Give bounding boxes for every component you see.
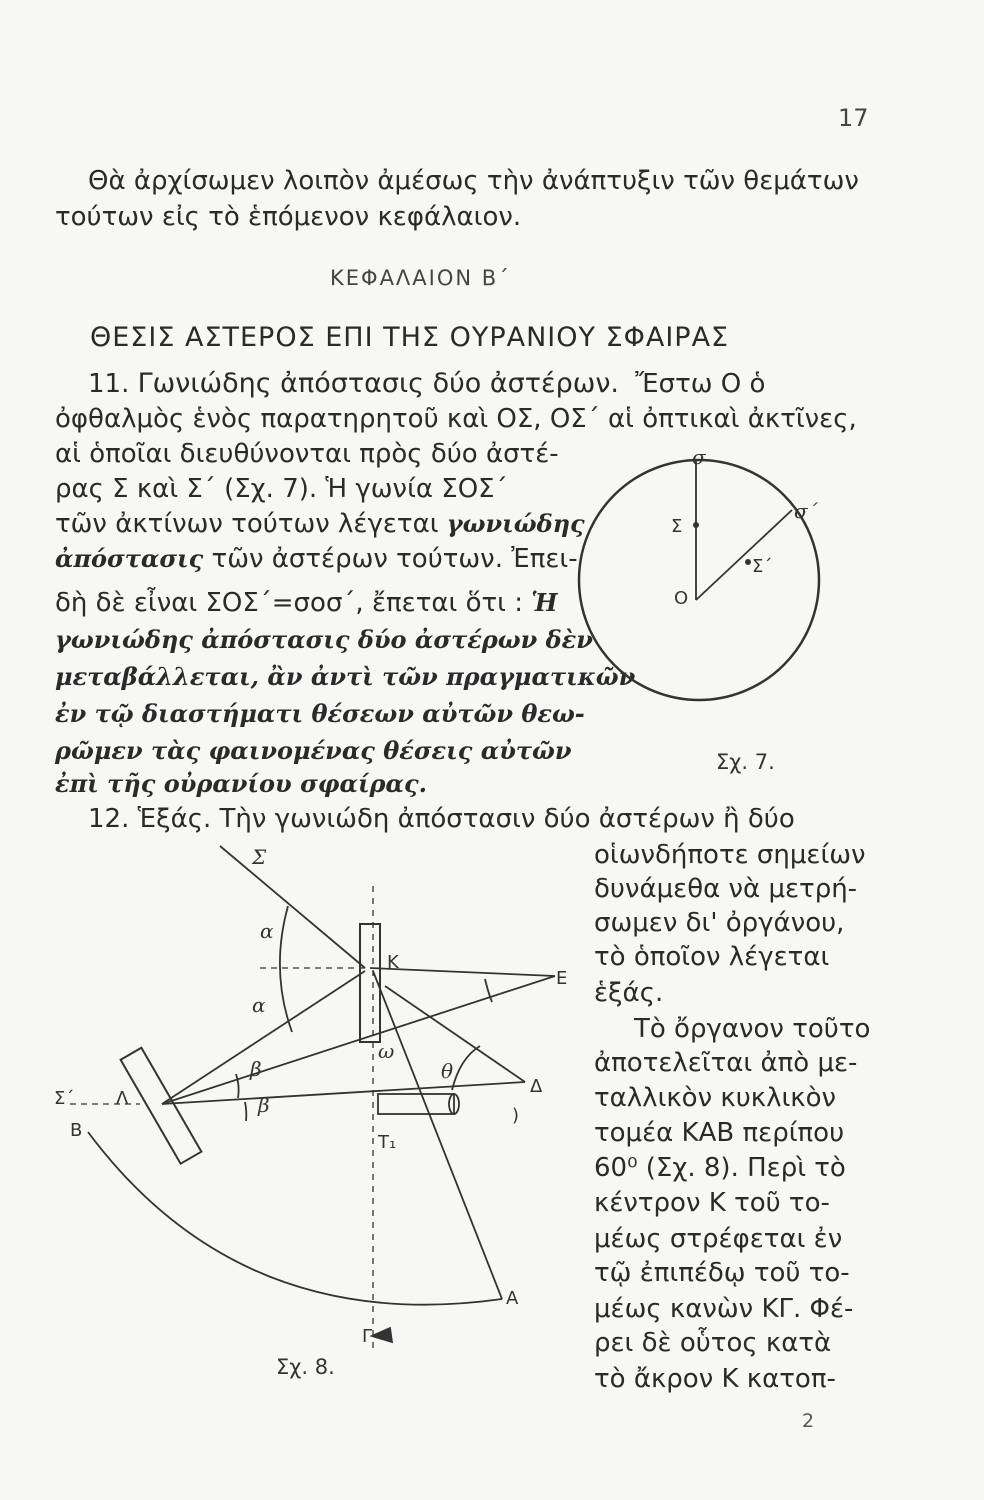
fig8-label-beta-1: β bbox=[250, 1057, 262, 1081]
para12-line-10: κέντρον Κ τοῦ το- bbox=[594, 1188, 830, 1218]
para12-line-3: τὸ ὁποῖον λέγεται bbox=[594, 942, 830, 972]
fig8-ray-K-to-Lambda bbox=[162, 971, 365, 1104]
fig8-ray-E-to-Lambda bbox=[162, 976, 555, 1104]
para12-line-6: ἀποτελεῖται ἀπὸ με- bbox=[594, 1048, 858, 1078]
para12-line-9: 60⁰ (Σχ. 8). Περὶ τὸ bbox=[594, 1153, 846, 1183]
fig8-label-B: Β bbox=[70, 1120, 83, 1141]
fig8-label-Delta: Δ bbox=[530, 1076, 543, 1097]
intro-line-2: τούτων εἰς τὸ ἑπόμενον κεφάλαιον. bbox=[55, 202, 522, 232]
figure8-caption: Σχ. 8. bbox=[276, 1355, 335, 1379]
para11-line-4-wrap bbox=[55, 511, 585, 537]
fig8-label-E: Ε bbox=[556, 968, 568, 989]
fig7-label-Sigma: Σ bbox=[671, 516, 683, 537]
para11-first-line bbox=[88, 370, 765, 397]
page-number: 17 bbox=[838, 104, 869, 132]
para11-heading: Γωνιώδης ἀπόστασις δύο ἀστέρων. bbox=[137, 368, 619, 399]
para11-line-14: ἐπὶ τῆς οὐρανίου σφαίρας. bbox=[55, 769, 427, 798]
fig7-label-O: Ο bbox=[674, 588, 689, 609]
fig8-beta-arc-1 bbox=[236, 1074, 239, 1098]
fig8-beta-arc-2 bbox=[245, 1102, 246, 1121]
para12-line-14: ρει δὲ οὗτος κατὰ bbox=[594, 1328, 832, 1358]
chapter-label: ΚΕΦΑΛΑΙΟΝ Β΄ bbox=[330, 266, 511, 290]
fig8-label-omega: ω bbox=[378, 1039, 395, 1063]
fig8-label-theta: θ bbox=[441, 1059, 454, 1083]
para11-line-1: ὀφθαλμὸς ἑνὸς παρατηρητοῦ καὶ ΟΣ, ΟΣ΄ αἱ ὀπτικαὶ ἀκτῖνες, bbox=[55, 404, 857, 434]
fig8-label-paren: ) bbox=[512, 1105, 520, 1126]
para11-term-2: ἀπόστασις bbox=[55, 544, 204, 573]
para12-line-5: Τὸ ὄργανον τοῦτο bbox=[634, 1014, 871, 1044]
para11-line-3: ρας Σ καὶ Σ΄ (Σχ. 7). Ἡ γωνία ΣΟΣ΄ bbox=[55, 474, 508, 504]
para11-italic-start: Ἡ bbox=[531, 588, 558, 617]
fig8-ray-sigma bbox=[220, 846, 365, 968]
footer-signature-number: 2 bbox=[802, 1410, 815, 1432]
para12-line-11: μέως στρέφεται ἐν bbox=[594, 1224, 843, 1254]
para12-heading: Ἑξάς. bbox=[137, 804, 212, 834]
fig8-ray-Lambda-to-Delta bbox=[162, 1082, 525, 1104]
fig8-label-K: Κ bbox=[387, 952, 399, 973]
para12-first-text: Τὴν γωνιώδη ἀπόστασιν δύο ἀστέρων ἢ δύο bbox=[219, 804, 795, 834]
fig8-label-Sigma-prime: Σ΄ bbox=[54, 1088, 75, 1109]
fig8-label-T1: Τ₁ bbox=[378, 1132, 397, 1153]
fig8-label-beta-2: β bbox=[258, 1093, 270, 1117]
para11-line-8: δὴ δὲ εἶναι ΣΟΣ΄=σοσ΄, ἔπεται ὅτι : bbox=[55, 588, 523, 618]
fig8-mirror-Lambda bbox=[121, 1048, 202, 1164]
fig8-alpha-arc bbox=[280, 906, 292, 1032]
para12-line-7: ταλλικὸν κυκλικὸν bbox=[594, 1083, 837, 1113]
para12-line-8: τομέα ΚΑΒ περίπου bbox=[594, 1118, 845, 1148]
para11-line-6-wrap bbox=[55, 546, 578, 572]
para11-line-0: Ἔστω Ο ὁ bbox=[635, 369, 766, 399]
para11-number: 11. bbox=[88, 369, 130, 399]
para11-line-2: αἱ ὁποῖαι διευθύνονται πρὸς δύο ἀστέ- bbox=[55, 439, 559, 469]
fig7-ray-sigma-prime bbox=[696, 510, 792, 600]
fig8-gamma-marker bbox=[372, 1328, 392, 1342]
para11-line-10: γωνιώδης ἀπόστασις δύο ἀστέρων δὲν bbox=[55, 625, 593, 654]
fig7-label-Sigma-prime: Σ΄ bbox=[752, 556, 773, 577]
para12-line-1: δυνάμεθα νὰ μετρή- bbox=[594, 874, 858, 904]
figure-8 bbox=[40, 836, 580, 1366]
fig8-label-Gamma: Γ bbox=[362, 1326, 373, 1347]
fig8-label-alpha-2: α bbox=[252, 993, 266, 1017]
para11-term-1: γωνιώδης bbox=[446, 509, 585, 538]
figure7-caption: Σχ. 7. bbox=[716, 750, 775, 774]
fig8-label-Lambda: Λ bbox=[116, 1088, 129, 1109]
para11-line-4: τῶν ἀκτίνων τούτων λέγεται bbox=[55, 509, 439, 539]
fig7-label-sigma-small: σ bbox=[692, 445, 706, 469]
para11-line-8-wrap bbox=[55, 590, 557, 616]
fig7-star-sigma bbox=[693, 522, 699, 528]
fig8-ray-K-to-Delta bbox=[385, 986, 525, 1082]
fig8-telescope bbox=[378, 1094, 454, 1114]
fig8-label-alpha-1: α bbox=[260, 919, 274, 943]
figure-7 bbox=[576, 440, 826, 730]
para11-line-13: ρῶμεν τὰς φαινομένας θέσεις αὐτῶν bbox=[55, 736, 572, 765]
fig7-circle bbox=[579, 460, 819, 700]
fig8-theta-arc bbox=[452, 1046, 480, 1090]
section-title: ΘΕΣΙΣ ΑΣΤΕΡΟΣ ΕΠΙ ΤΗΣ ΟΥΡΑΝΙΟΥ ΣΦΑΙΡΑΣ bbox=[90, 322, 730, 353]
para12-number: 12. bbox=[88, 804, 130, 834]
para11-line-12: ἐν τῷ διαστήματι θέσεων αὐτῶν θεω- bbox=[55, 699, 585, 728]
para12-line-2: σωμεν δι' ὀργάνου, bbox=[594, 908, 845, 938]
fig8-label-A: Α bbox=[506, 1288, 519, 1309]
para12-line-13: μέως κανὼν ΚΓ. Φέ- bbox=[594, 1294, 854, 1324]
fig8-label-Sigma: Σ bbox=[252, 845, 267, 869]
para12-line-0: οἱωνδήποτε σημείων bbox=[594, 840, 866, 870]
fig8-arc bbox=[88, 1132, 502, 1305]
para12-first-line bbox=[88, 806, 795, 832]
para12-line-4: ἑξάς. bbox=[594, 978, 664, 1008]
para11-line-11: μεταβάλλεται, ἂν ἀντὶ τῶν πραγματικῶν bbox=[55, 662, 636, 691]
para12-line-12: τῷ ἐπιπέδῳ τοῦ το- bbox=[594, 1258, 850, 1288]
para11-line-7: τῶν ἀστέρων τούτων. Ἐπει- bbox=[211, 544, 578, 574]
intro-line-1: Θὰ ἀρχίσωμεν λοιπὸν ἀμέσως τὴν ἀνάπτυξιν τῶν θεμάτων bbox=[88, 166, 859, 196]
fig7-label-sigma-prime-small: σ΄ bbox=[794, 499, 818, 523]
para12-line-15: τὸ ἄκρον Κ κατοπ- bbox=[594, 1364, 836, 1394]
fig7-star-sigma-prime bbox=[745, 559, 751, 565]
